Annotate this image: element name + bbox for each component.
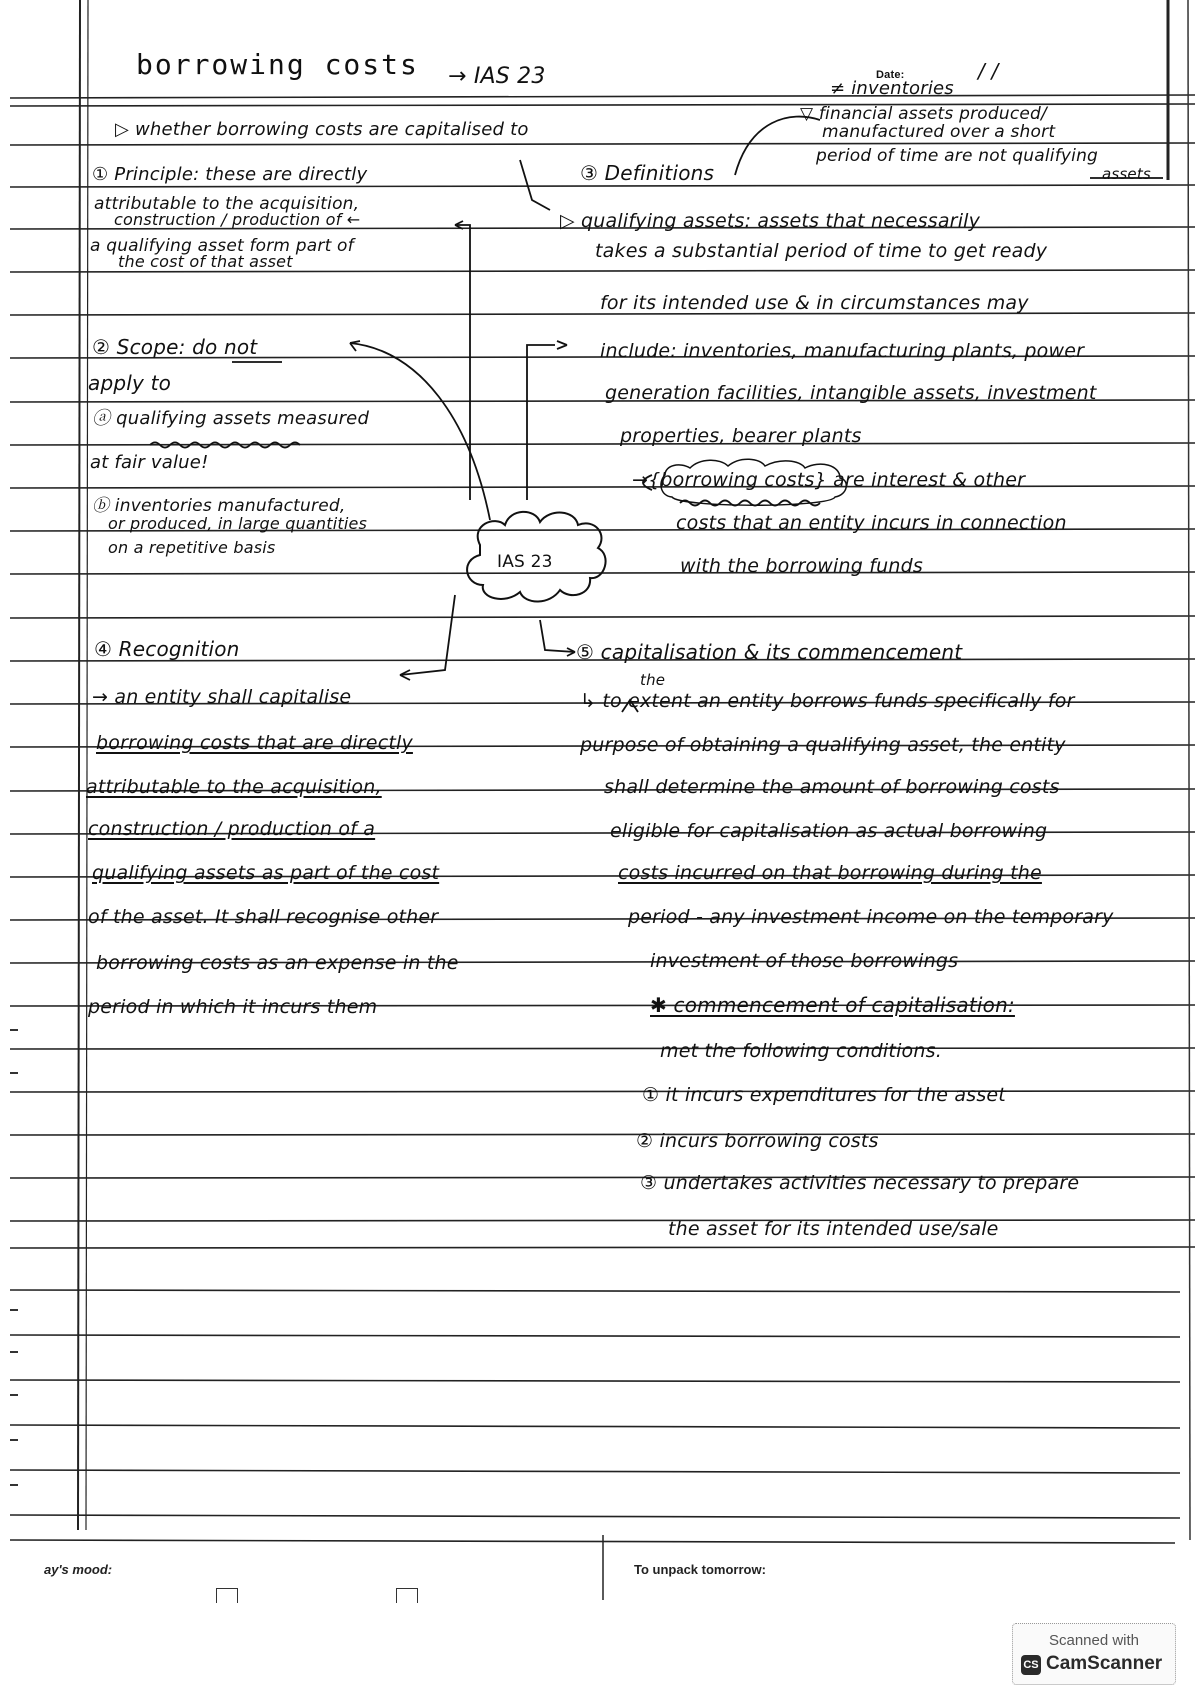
camscanner-logo-icon: CS (1021, 1655, 1041, 1675)
text-line: on a repetitive basis (108, 538, 276, 557)
text-line: borrowing costs as an expense in the (96, 952, 459, 974)
text-line: →{borrowing costs} are interest & other (632, 469, 1026, 491)
mood-checkbox[interactable] (396, 1588, 418, 1603)
text-line: apply to (88, 371, 172, 395)
text-line: ③ undertakes activities necessary to prepare (640, 1172, 1080, 1194)
text-line: purpose of obtaining a qualifying asset, the entity (580, 734, 1066, 756)
definitions-heading: ③ Definitions (580, 161, 715, 185)
text-line: met the following conditions. (660, 1040, 942, 1062)
text-line: the cost of that asset (118, 252, 293, 271)
title-reference: → IAS 23 (448, 64, 546, 89)
date-label: Date: (876, 69, 905, 81)
date-value: / / (978, 59, 999, 83)
text-line: of the asset. It shall recognise other (88, 906, 439, 928)
unpack-label: To unpack tomorrow: (634, 1562, 766, 1577)
text-line: at fair value! (90, 452, 209, 473)
text-line: ↳ to extent an entity borrows funds specifically for (580, 690, 1075, 712)
mood-checkbox[interactable] (216, 1588, 238, 1603)
text-line: → an entity shall capitalise (92, 686, 352, 708)
recognition-heading: ④ Recognition (94, 637, 240, 661)
badge-caption: Scanned with (1048, 1632, 1140, 1649)
text-line: include: inventories, manufacturing plants, power (600, 340, 1085, 362)
ias23-cloud-label: IAS 23 (497, 552, 553, 572)
inventories-note: ≠ inventories (830, 78, 954, 99)
text-line: attributable to the acquisition, (86, 776, 382, 798)
text-line: the asset for its intended use/sale (668, 1218, 999, 1240)
text-line: manufactured over a short (822, 122, 1056, 142)
commencement-heading: ✱ commencement of capitalisation: (650, 993, 1015, 1017)
text-line: eligible for capitalisation as actual borrowing (610, 820, 1048, 842)
text-line: qualifying assets as part of the cost (92, 862, 440, 884)
badge-brand: CamScanner (1046, 1653, 1163, 1674)
text-line: with the borrowing funds (680, 555, 923, 577)
caret-insert: the (640, 671, 666, 689)
text-line: shall determine the amount of borrowing costs (604, 776, 1060, 798)
text-line: period in which it incurs them (88, 996, 378, 1018)
text-line: takes a substantial period of time to get ready (595, 240, 1048, 262)
text-line: ② Scope: do not (92, 335, 258, 359)
text-line: ▷ qualifying assets: assets that necessarily (560, 210, 981, 232)
text-line: ▽ financial assets produced/ (800, 104, 1047, 124)
text-line: ② incurs borrowing costs (636, 1130, 879, 1152)
text-line: attributable to the acquisition, (94, 194, 360, 214)
text-line: generation facilities, intangible assets, investment (605, 382, 1097, 404)
text-line: assets (1102, 165, 1151, 183)
text-line: ① it incurs expenditures for the asset (642, 1084, 1006, 1106)
text-line: costs incurred on that borrowing during the (618, 862, 1042, 884)
text-line: period - any investment income on the temporary (628, 906, 1114, 928)
text-line: ⓐ qualifying assets measured (92, 408, 370, 429)
capitalisation-heading: ⑤ capitalisation & its commencement (576, 640, 963, 664)
mood-label: ay's mood: (44, 1562, 113, 1577)
text-line: a qualifying asset form part of (90, 236, 354, 256)
text-line: properties, bearer plants (620, 425, 862, 447)
camscanner-badge (1012, 1623, 1176, 1685)
text-line: borrowing costs that are directly (96, 732, 413, 754)
text-line: for its intended use & in circumstances may (600, 292, 1029, 314)
text-line: ⓑ inventories manufactured, (92, 496, 346, 516)
text-line: or produced, in large quantities (108, 514, 368, 533)
text-line: ① Principle: these are directly (92, 164, 368, 185)
text-line: investment of those borrowings (650, 950, 959, 972)
page-title: borrowing costs (136, 48, 419, 81)
text-line: period of time are not qualifying (816, 146, 1099, 166)
text-line: construction / production of ← (114, 210, 361, 229)
text-line: construction / production of a (88, 818, 376, 840)
intro-line: ▷ whether borrowing costs are capitalised to (115, 119, 529, 140)
text-line: costs that an entity incurs in connection (676, 512, 1067, 534)
